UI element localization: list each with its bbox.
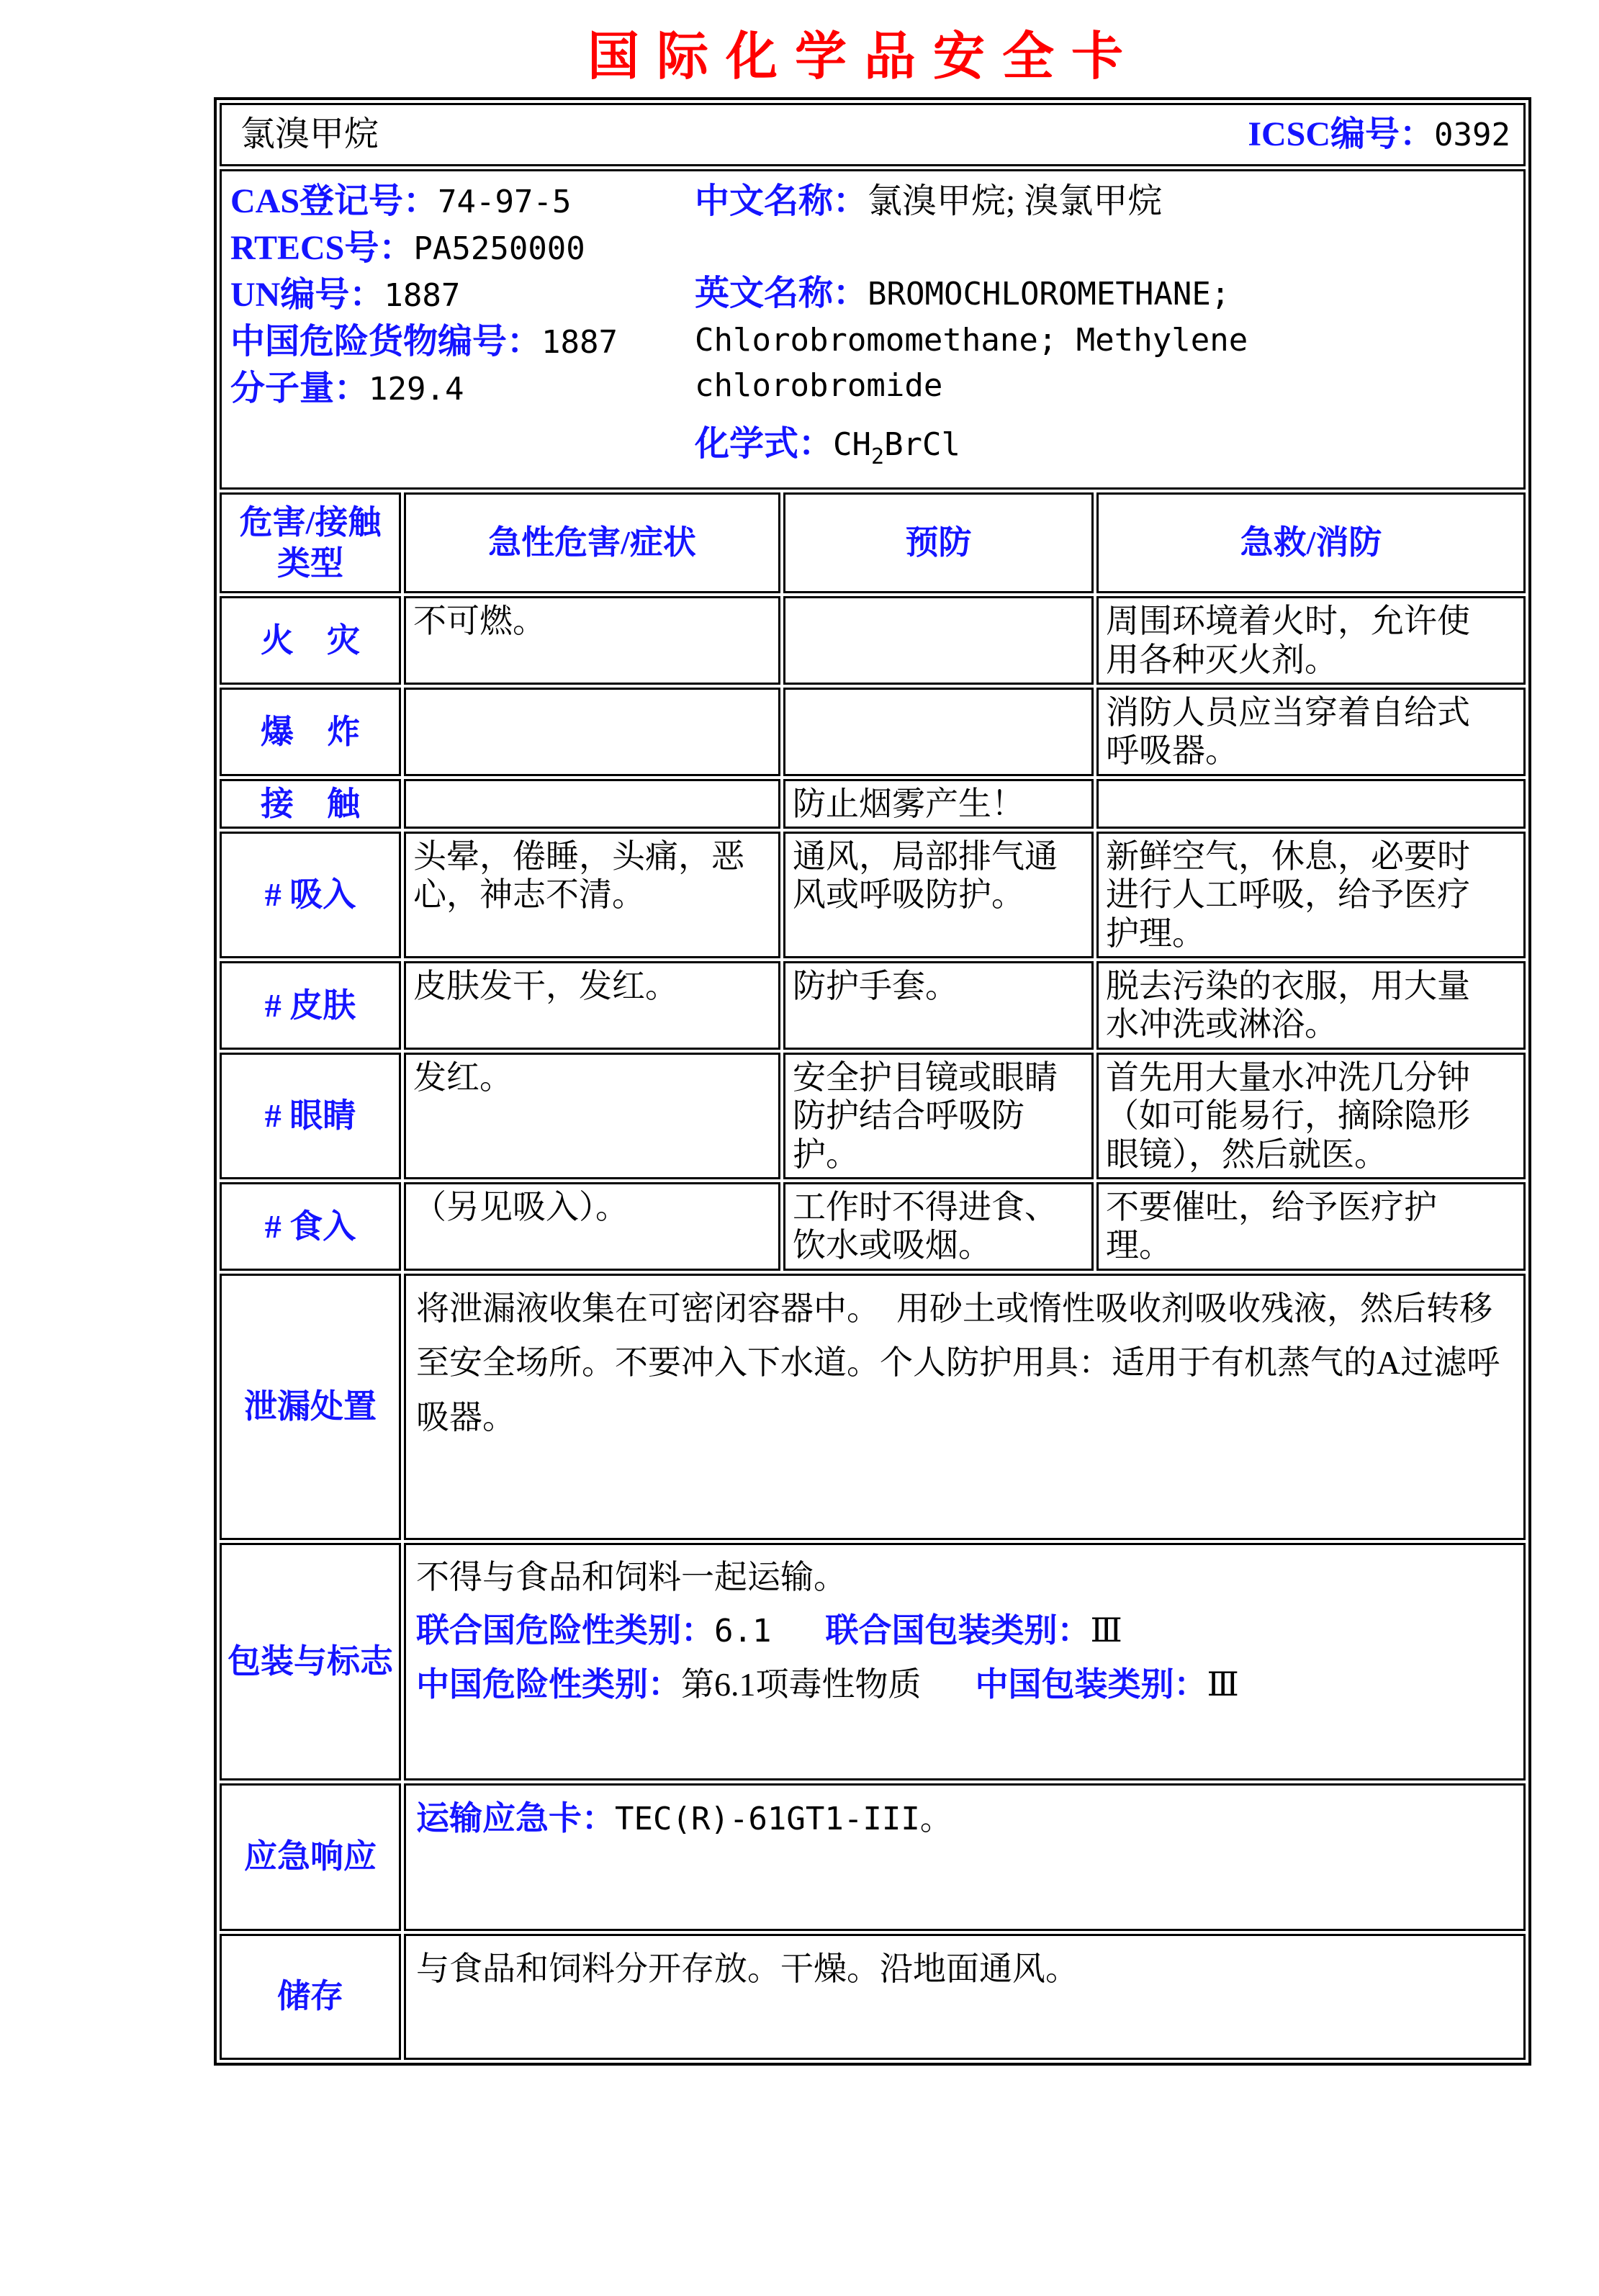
ingestion-label: # 食入 — [220, 1182, 401, 1271]
inhalation-label: # 吸入 — [220, 832, 401, 958]
contact-prevention: 防止烟雾产生！ — [783, 779, 1094, 829]
un-classification-line — [416, 1604, 1513, 1658]
explosion-label: 爆 炸 — [220, 688, 401, 776]
molecular-weight-value: 129.4 — [369, 371, 464, 408]
storage-row — [220, 1934, 1526, 2060]
storage-label: 储存 — [220, 1934, 401, 2060]
identifiers-right-column — [695, 179, 1515, 480]
skin-response: 脱去污染的衣服，用大量水冲洗或淋浴。 — [1096, 961, 1526, 1050]
spill-label: 泄漏处置 — [220, 1274, 401, 1540]
card-header-cell — [220, 103, 1526, 166]
explosion-prevention — [783, 688, 1094, 776]
un-number-line — [230, 272, 695, 319]
identifiers-left-column — [230, 179, 695, 480]
formula-line — [695, 421, 1515, 480]
skin-symptoms: 皮肤发干，发红。 — [404, 961, 780, 1050]
icsc-page — [214, 0, 1514, 2066]
packaging-label: 包装与标志 — [220, 1543, 401, 1780]
fire-symptoms: 不可燃。 — [404, 596, 780, 685]
packaging-row — [220, 1543, 1526, 1780]
identifiers-cell — [220, 169, 1526, 490]
rtecs-number-value: PA5250000 — [413, 230, 585, 268]
hazard-header-row — [220, 492, 1526, 593]
icsc-number-label: ICSC编号： — [1248, 115, 1435, 154]
icsc-number-group — [1248, 114, 1510, 155]
hazard-row-skin — [220, 961, 1526, 1050]
packaging-content — [404, 1543, 1526, 1780]
cn-hazard-class-label: 中国危险性类别： — [416, 1665, 681, 1703]
english-name-line — [695, 271, 1515, 318]
emergency-label: 应急响应 — [220, 1783, 401, 1931]
china-dg-number-value: 1887 — [541, 324, 618, 361]
fire-prevention — [783, 596, 1094, 685]
un-packing-group-value: Ⅲ — [1090, 1612, 1122, 1649]
un-number-label: UN编号： — [230, 276, 384, 315]
chinese-name-value: 氯溴甲烷; 溴氯甲烷 — [868, 182, 1163, 221]
spill-text: 将泄漏液收集在可密闭容器中。 用砂土或惰性吸收剂吸收残液，然后转移至安全场所。不要冲入下水道。个人防护用具：适用于有机蒸气的A过滤呼吸器。 — [404, 1274, 1526, 1540]
chinese-name-label: 中文名称： — [695, 182, 868, 221]
molecular-weight-label: 分子量： — [230, 369, 369, 408]
chemical-name-cn: 氯溴甲烷 — [240, 115, 379, 154]
english-name-continuation — [695, 318, 1515, 408]
formula-label: 化学式： — [695, 425, 834, 464]
contact-symptoms — [404, 779, 780, 829]
molecular-weight-line — [230, 366, 695, 413]
fire-response: 周围环境着火时，允许使用各种灭火剂。 — [1096, 596, 1526, 685]
formula-subscript: 2 — [871, 444, 885, 470]
hazard-row-fire — [220, 596, 1526, 685]
english-name-value-1: BROMOCHLOROMETHANE; — [868, 276, 1230, 313]
skin-prevention: 防护手套。 — [783, 961, 1094, 1050]
header-prevention: 预防 — [783, 492, 1094, 593]
cn-packing-group-label: 中国包装类别： — [975, 1665, 1207, 1703]
un-number-value: 1887 — [384, 277, 461, 315]
english-name-value-2: Chlorobromomethane; Methylene chlorobromide — [695, 322, 1248, 405]
cas-number-label: CAS登记号： — [230, 182, 438, 221]
packaging-transport-note: 不得与食品和饲料一起运输。 — [416, 1558, 847, 1595]
contact-label: 接 触 — [220, 779, 401, 829]
hazard-row-inhalation — [220, 832, 1526, 958]
storage-text: 与食品和饲料分开存放。干燥。沿地面通风。 — [404, 1934, 1526, 2060]
inhalation-symptoms: 头晕，倦睡，头痛，恶心，神志不清。 — [404, 832, 780, 958]
un-hazard-class-label: 联合国危险性类别： — [416, 1612, 714, 1649]
eyes-response: 首先用大量水冲洗几分钟（如可能易行，摘除隐形眼镜），然后就医。 — [1096, 1053, 1526, 1179]
inhalation-prevention: 通风，局部排气通风或呼吸防护。 — [783, 832, 1094, 958]
inhalation-response: 新鲜空气，休息，必要时进行人工呼吸，给予医疗护理。 — [1096, 832, 1526, 958]
icsc-number-value: 0392 — [1434, 117, 1511, 154]
card-header-row — [220, 103, 1526, 166]
contact-response — [1096, 779, 1526, 829]
hazard-row-eyes — [220, 1053, 1526, 1179]
chinese-name-line — [695, 179, 1515, 225]
ingestion-prevention: 工作时不得进食、饮水或吸烟。 — [783, 1182, 1094, 1271]
identifiers-row — [220, 169, 1526, 490]
rtecs-number-line — [230, 225, 695, 272]
eyes-symptoms: 发红。 — [404, 1053, 780, 1179]
cas-number-value: 74-97-5 — [438, 184, 572, 221]
hazard-row-explosion — [220, 688, 1526, 776]
skin-label: # 皮肤 — [220, 961, 401, 1050]
ingestion-response: 不要催吐，给予医疗护理。 — [1096, 1182, 1526, 1271]
transport-emergency-card-label: 运输应急卡： — [416, 1799, 615, 1837]
english-name-label: 英文名称： — [695, 274, 868, 313]
icsc-card-table — [214, 97, 1531, 2065]
explosion-response: 消防人员应当穿着自给式呼吸器。 — [1096, 688, 1526, 776]
cn-classification-line — [416, 1658, 1513, 1712]
china-dg-number-label: 中国危险货物编号： — [230, 323, 542, 361]
cn-packing-group-value: Ⅲ — [1207, 1665, 1239, 1703]
header-hazard-type: 危害/接触类型 — [220, 492, 401, 593]
emergency-content — [404, 1783, 1526, 1931]
un-packing-group-label: 联合国包装类别： — [825, 1612, 1091, 1649]
cn-hazard-class-value: 第6.1项毒性物质 — [681, 1665, 922, 1703]
transport-emergency-card-value: TEC(R)-61GT1-III。 — [615, 1800, 952, 1837]
hazard-row-contact — [220, 779, 1526, 829]
rtecs-number-label: RTECS号： — [230, 229, 414, 268]
explosion-symptoms — [404, 688, 780, 776]
formula-suffix: BrCl — [884, 426, 961, 464]
eyes-prevention: 安全护目镜或眼睛防护结合呼吸防护。 — [783, 1053, 1094, 1179]
ingestion-symptoms: （另见吸入）。 — [404, 1182, 780, 1271]
eyes-label: # 眼睛 — [220, 1053, 401, 1179]
header-response: 急救/消防 — [1096, 492, 1526, 593]
un-hazard-class-value: 6.1 — [714, 1613, 772, 1650]
china-dg-number-line — [230, 319, 695, 366]
emergency-row — [220, 1783, 1526, 1931]
page-title: 国际化学品安全卡 — [587, 28, 1140, 86]
cas-number-line — [230, 179, 695, 225]
spill-row — [220, 1274, 1526, 1540]
header-symptoms: 急性危害/症状 — [404, 492, 780, 593]
formula-prefix: CH — [833, 426, 871, 464]
fire-label: 火 灾 — [220, 596, 401, 685]
hazard-row-ingestion — [220, 1182, 1526, 1271]
